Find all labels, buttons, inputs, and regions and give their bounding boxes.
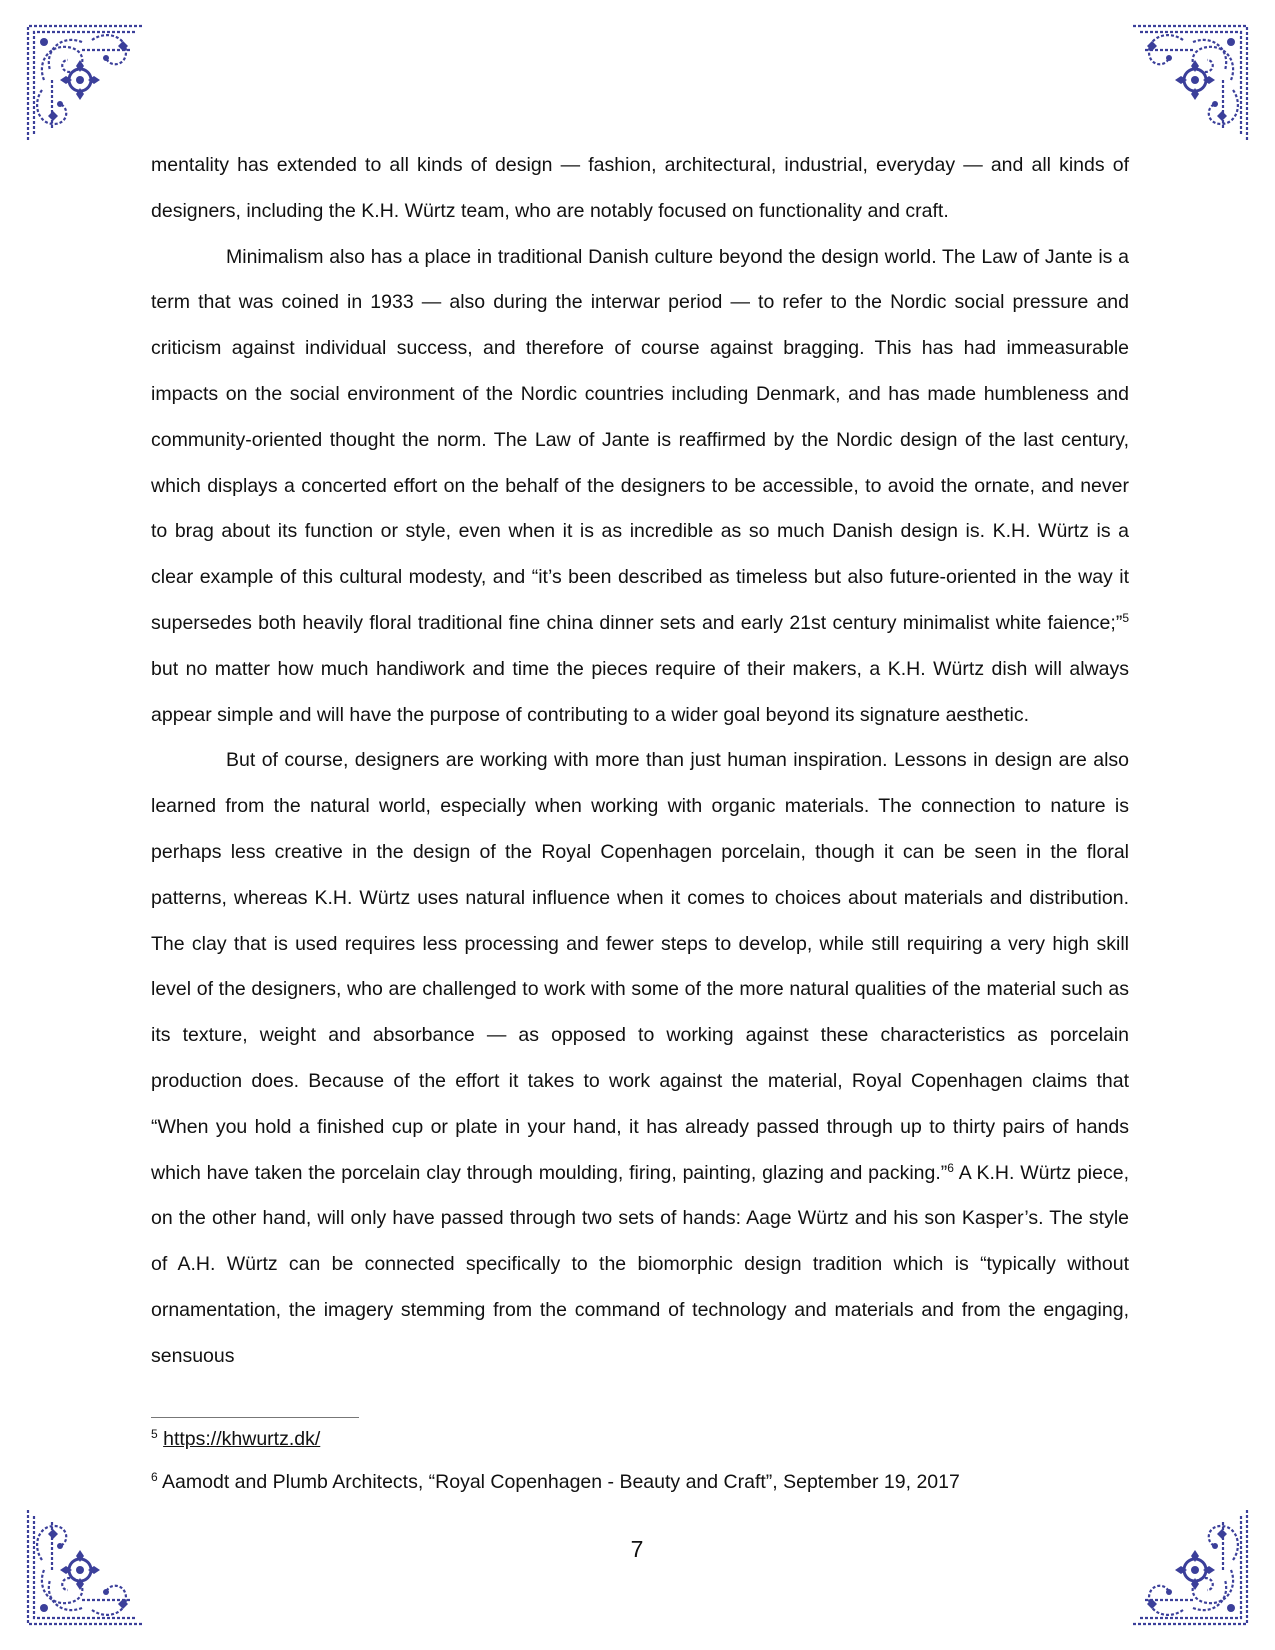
footnote-separator [151, 1417, 359, 1418]
paragraph-2-text-before: Minimalism also has a place in traditional Danish culture beyond the design world. The Law of Jante is a term that was coined in 1933 — also during the interwar period — to refer to the Nordic social pressure and criticism against individual success, and therefore of course against bragging. This has had immeasurable impacts on the social environment of the Nordic countries including Denmark, and has made humbleness and community-oriented thought the norm. The Law of Jante is reaffirmed by the Nordic design of the last century, which displays a concerted effort on the behalf of the designers to be accessible, to avoid the ornate, and never to brag about its function or style, even when it is as incredible as so much Danish design is. K.H. Würtz is a clear example of this cultural modesty, and “it’s been described as timeless but also future-oriented in the way it supersedes both heavily floral traditional fine china dinner sets and early 21st century minimalist white faience;” [151, 245, 1129, 634]
paragraph-3-text-after: A K.H. Würtz piece, on the other hand, will only have passed through two sets of hands: Aage Würtz and his son Kasper’s. The style of A.H. Würtz can be connected specifically to the biomorphic design tradition which is “typically without ornamentation, the imagery stemming from the command of technology and materials and from the engaging, sensuous [151, 1161, 1129, 1367]
footnote-marker-5: 5 [151, 1427, 158, 1441]
footnote-5 [151, 1427, 1129, 1451]
body-text [151, 143, 1129, 1380]
paragraph-2-text-after: but no matter how much handiwork and time the pieces require of their makers, a K.H. Würtz dish will always appear simple and will have the purpose of contributing to a wider goal beyond its signature aesthetic. [151, 657, 1129, 726]
paragraph-2 [151, 235, 1129, 739]
page-number: 7 [630, 1536, 644, 1562]
paragraph-3-text-before: But of course, designers are working with more than just human inspiration. Lessons in design are also learned from the natural world, especially when working with organic materials. The connection to nature is perhaps less creative in the design of the Royal Copenhagen porcelain, though it can be seen in the floral patterns, whereas K.H. Würtz uses natural influence when it comes to choices about materials and distribution. The clay that is used requires less processing and fewer steps to develop, while still requiring a very high skill level of the designers, who are challenged to work with some of the more natural qualities of the material such as its texture, weight and absorbance — as opposed to working against these characteristics as porcelain production does. Because of the effort it takes to work against the material, Royal Copenhagen claims that “When you hold a finished cup or plate in your hand, it has already passed through up to thirty pairs of hands which have taken the porcelain clay through moulding, firing, painting, glazing and packing.” [151, 749, 1129, 1184]
ornament-corner-icon [22, 1505, 147, 1630]
corner-ornament-bottom-left [22, 1505, 147, 1630]
corner-ornament-bottom-right [1128, 1505, 1253, 1630]
footnote-marker-6: 6 [151, 1470, 158, 1484]
footnote-ref-6[interactable]: 6 [947, 1160, 954, 1175]
corner-ornament-top-right [1128, 20, 1253, 145]
footnotes [151, 1427, 1129, 1513]
footnote-6 [151, 1470, 1129, 1494]
corner-ornament-top-left [22, 20, 147, 145]
paragraph-1: mentality has extended to all kinds of design — fashion, architectural, industrial, everyday — and all kinds of designers, including the K.H. Würtz team, who are notably focused on functionality and craft. [151, 154, 1129, 222]
paragraph-3 [151, 738, 1129, 1379]
ornament-corner-icon [1128, 1505, 1253, 1630]
ornament-corner-icon [1128, 20, 1253, 145]
footnote-ref-5[interactable]: 5 [1122, 610, 1129, 625]
footnote-6-text: Aamodt and Plumb Architects, “Royal Copenhagen - Beauty and Craft”, September 19, 2017 [162, 1471, 960, 1493]
ornament-corner-icon [22, 20, 147, 145]
footnote-5-link[interactable]: https://khwurtz.dk/ [163, 1428, 321, 1450]
